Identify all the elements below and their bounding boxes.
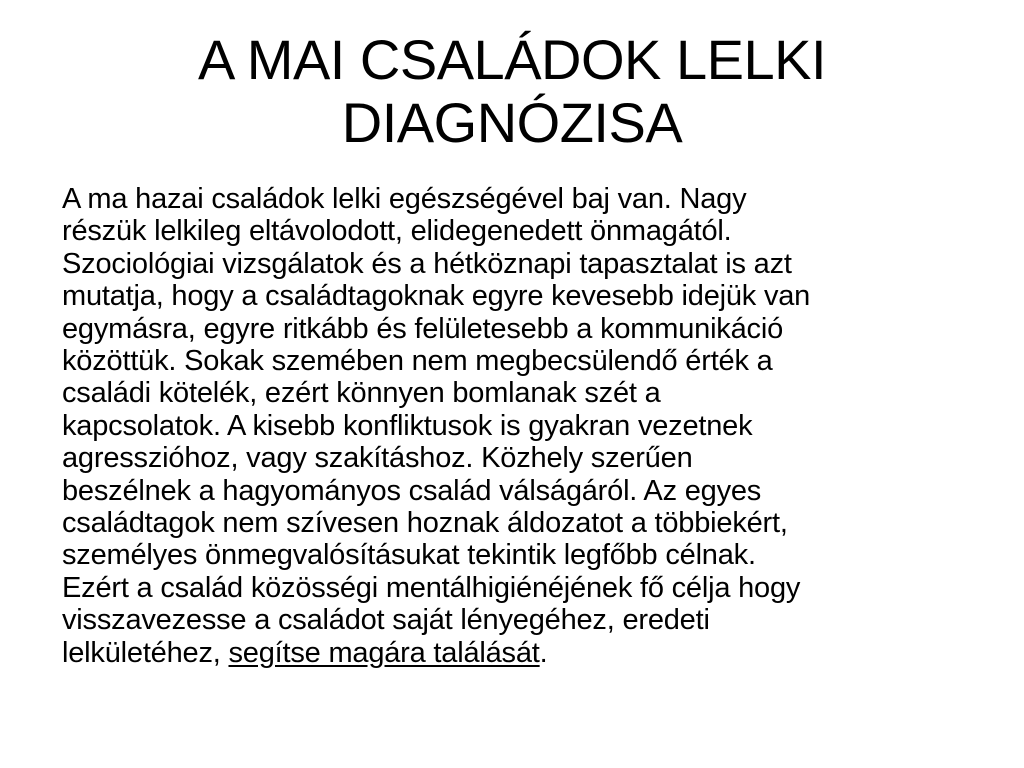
body-line: családtagok nem szívesen hoznak áldozatot a többiekért, <box>62 507 788 540</box>
body-line: részük lelkileg eltávolodott, elidegenedett önmagától. <box>62 215 732 248</box>
body-line: közöttük. Sokak szemében nem megbecsülendő érték a <box>62 345 773 378</box>
body-line: agresszióhoz, vagy szakításhoz. Közhely szerűen <box>62 442 693 475</box>
slide-body-text <box>62 183 982 669</box>
slide-title <box>60 28 964 154</box>
body-line: visszavezesse a családot saját lényegéhez, eredeti <box>62 604 710 637</box>
body-line: beszélnek a hagyományos család válságáról. Az egyes <box>62 474 762 507</box>
body-line: mutatja, hogy a családtagoknak egyre kevesebb idejük van <box>62 280 811 313</box>
body-line: családi kötelék, ezért könnyen bomlanak szét a <box>62 377 661 410</box>
slide-title-line-2: DIAGNÓZISA <box>341 91 683 154</box>
hyperlink-segitse-magara-talalasat[interactable]: segítse magára találását <box>228 636 540 669</box>
body-last-line-prefix: lelkületéhez, <box>62 636 229 669</box>
body-last-line-suffix: . <box>539 636 548 669</box>
body-line: A ma hazai családok lelki egészségével baj van. Nagy <box>62 183 747 215</box>
body-line: kapcsolatok. A kisebb konfliktusok is gyakran vezetnek <box>62 409 753 442</box>
body-line: Ezért a család közösségi mentálhigiénéjének fő célja hogy <box>62 571 801 604</box>
body-line: Szociológiai vizsgálatok és a hétköznapi tapasztalat is azt <box>62 247 792 280</box>
body-line: egymásra, egyre ritkább és felületesebb a kommunikáció <box>62 312 784 345</box>
body-last-line <box>62 637 982 669</box>
body-line: személyes önmegvalósításukat tekintik legfőbb célnak. <box>62 539 756 572</box>
slide-title-line-1: A MAI CSALÁDOK LELKI <box>197 28 827 91</box>
